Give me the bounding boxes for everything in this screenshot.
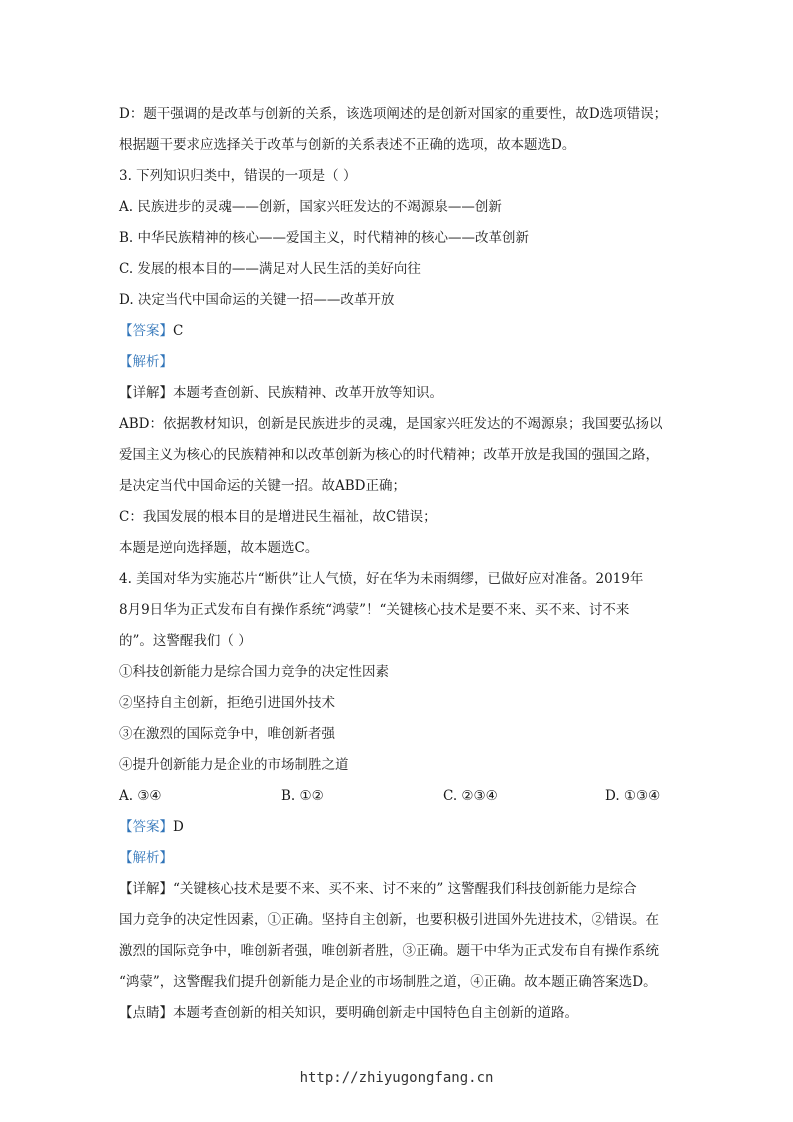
question-4-statement: ③在激烈的国际竞争中，唯创新者强: [119, 726, 335, 742]
question-4-option-c: C. ②③④: [443, 788, 498, 804]
question-4-option-d: D. ①③④: [605, 788, 661, 804]
text-line: 国力竞争的决定性因素，①正确。坚持自主创新，也要积极引进国外先进技术，②错误。在: [119, 912, 659, 928]
question-3-option-d: D. 决定当代中国命运的关键一招——改革开放: [119, 292, 395, 308]
tip-text: 本题考查创新的相关知识，要明确创新走中国特色自主创新的道路。: [173, 1005, 578, 1021]
question-3-detail: [119, 383, 443, 403]
question-3-stem: 3. 下列知识归类中，错误的一项是（ ）: [119, 168, 357, 184]
question-4-tip: [119, 1003, 578, 1023]
text-line: C：我国发展的根本目的是增进民生福祉，故C错误；: [119, 509, 437, 525]
answer-tag: 【答案】: [119, 819, 173, 835]
answer-tag: 【答案】: [119, 323, 173, 339]
answer-value: D: [173, 819, 184, 835]
detail-text: 本题考查创新、民族精神、改革开放等知识。: [173, 385, 443, 401]
text-line: 爱国主义为核心的民族精神和以改革创新为核心的时代精神；改革开放是我国的强国之路，: [119, 447, 659, 463]
question-4-option-b: B. ①②: [281, 788, 324, 804]
question-4-statement: ②坚持自主创新，拒绝引进国外技术: [119, 695, 335, 711]
question-4-stem: 4. 美国对华为实施芯片“断供”让人气愤，好在华为未雨绸缪，已做好应对准备。2019年: [119, 571, 644, 587]
text-line: “鸿蒙”，这警醒我们提升创新能力是企业的市场制胜之道，④正确。故本题正确答案选D。: [119, 974, 657, 990]
text-line: 本题是逆向选择题，故本题选C。: [119, 540, 319, 556]
answer-value: C: [173, 323, 184, 339]
question-4-stem: 的”。这警醒我们（ ）: [119, 633, 252, 649]
analysis-tag: 【解析】: [119, 850, 173, 866]
text-line: 激烈的国际竞争中，唯创新者强，唯创新者胜，③正确。题干中华为正式发布自有操作系统: [119, 943, 659, 959]
footer-url: http://zhiyugongfang.cn: [299, 1070, 494, 1086]
question-4-option-a: A. ③④: [119, 788, 162, 804]
question-4-detail: [119, 879, 637, 899]
question-3-option-a: A. 民族进步的灵魂——创新，国家兴旺发达的不竭源泉——创新: [119, 199, 502, 215]
question-4-statement: ①科技创新能力是综合国力竞争的决定性因素: [119, 664, 389, 680]
text-line: 根据题干要求应选择关于改革与创新的关系表述不正确的选项，故本题选D。: [119, 137, 576, 153]
text-line: ABD：依据教材知识，创新是民族进步的灵魂，是国家兴旺发达的不竭源泉；我国要弘扬以: [119, 416, 663, 432]
analysis-tag: 【解析】: [119, 354, 173, 370]
question-4-stem: 8月9日华为正式发布自有操作系统“鸿蒙”！“关键核心技术是要不来、买不来、讨不来: [119, 602, 630, 618]
detail-tag: 【详解】: [119, 385, 173, 401]
question-4-analysis: [119, 848, 173, 868]
question-3-option-c: C. 发展的根本目的——满足对人民生活的美好向往: [119, 261, 421, 277]
detail-tag: 【详解】: [119, 881, 173, 897]
tip-tag: 【点睛】: [119, 1005, 173, 1021]
text-line: D：题干强调的是改革与创新的关系，该选项阐述的是创新对国家的重要性，故D选项错误；: [119, 106, 668, 122]
detail-text: “关键核心技术是要不来、买不来、讨不来的” 这警醒我们科技创新能力是综合: [173, 881, 637, 897]
question-4-answer: [119, 817, 184, 837]
question-4-statement: ④提升创新能力是企业的市场制胜之道: [119, 757, 349, 773]
question-3-option-b: B. 中华民族精神的核心——爱国主义，时代精神的核心——改革创新: [119, 230, 530, 246]
question-3-analysis: [119, 352, 173, 372]
question-3-answer: [119, 321, 183, 341]
text-line: 是决定当代中国命运的关键一招。故ABD正确；: [119, 478, 406, 494]
